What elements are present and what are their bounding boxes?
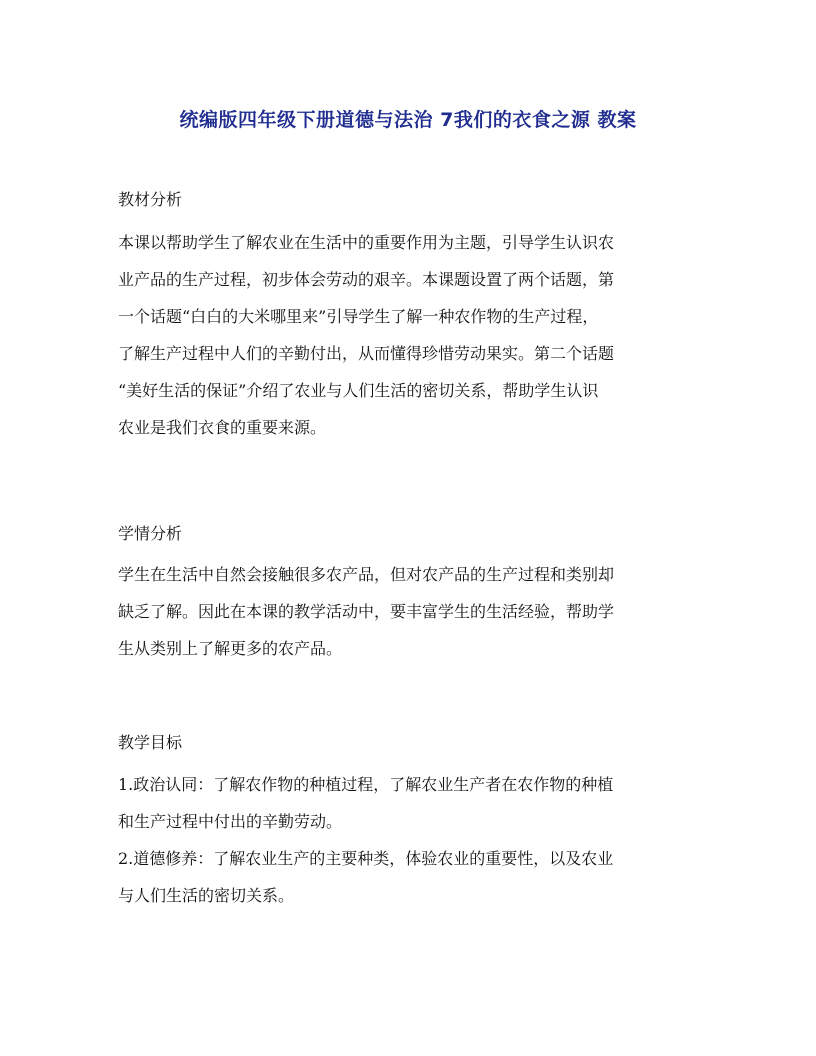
section-heading-student-analysis: 学情分析 [118,524,183,543]
paragraph-line: 业产品的生产过程，初步体会劳动的艰辛。本课题设置了两个话题，第 [118,270,615,289]
section-body-textbook-analysis [118,224,708,446]
document-title: 统编版四年级下册道德与法治 7我们的衣食之源 教案 [179,109,637,131]
paragraph-line: 本课以帮助学生了解农业在生活中的重要作用为主题，引导学生认识农 [118,233,615,252]
paragraph-line: 一个话题“白白的大米哪里来”引导学生了解一种农作物的生产过程， [118,307,599,326]
section-body-student-analysis [118,556,708,667]
paragraph-line: 缺乏了解。因此在本课的教学活动中，要丰富学生的生活经验，帮助学 [118,602,615,621]
paragraph-line: 农业是我们衣食的重要来源。 [118,418,327,437]
paragraph-line: 学生在生活中自然会接触很多农产品，但对农产品的生产过程和类别却 [118,565,615,584]
section-heading-teaching-goals: 教学目标 [118,733,183,752]
paragraph-line: “美好生活的保证”介绍了农业与人们生活的密切关系，帮助学生认识 [118,381,599,400]
paragraph-line: 2.道德修养：了解农业生产的主要种类，体验农业的重要性，以及农业 [118,849,614,868]
section-body-teaching-goals [118,766,708,914]
paragraph-line: 1.政治认同：了解农作物的种植过程，了解农业生产者在农作物的种植 [118,775,614,794]
paragraph-line: 和生产过程中付出的辛勤劳动。 [118,812,343,831]
section-heading-textbook-analysis: 教材分析 [118,190,183,209]
paragraph-line: 生从类别上了解更多的农产品。 [118,639,343,658]
paragraph-line: 了解生产过程中人们的辛勤付出，从而懂得珍惜劳动果实。第二个话题 [118,344,615,363]
paragraph-line: 与人们生活的密切关系。 [118,886,295,905]
